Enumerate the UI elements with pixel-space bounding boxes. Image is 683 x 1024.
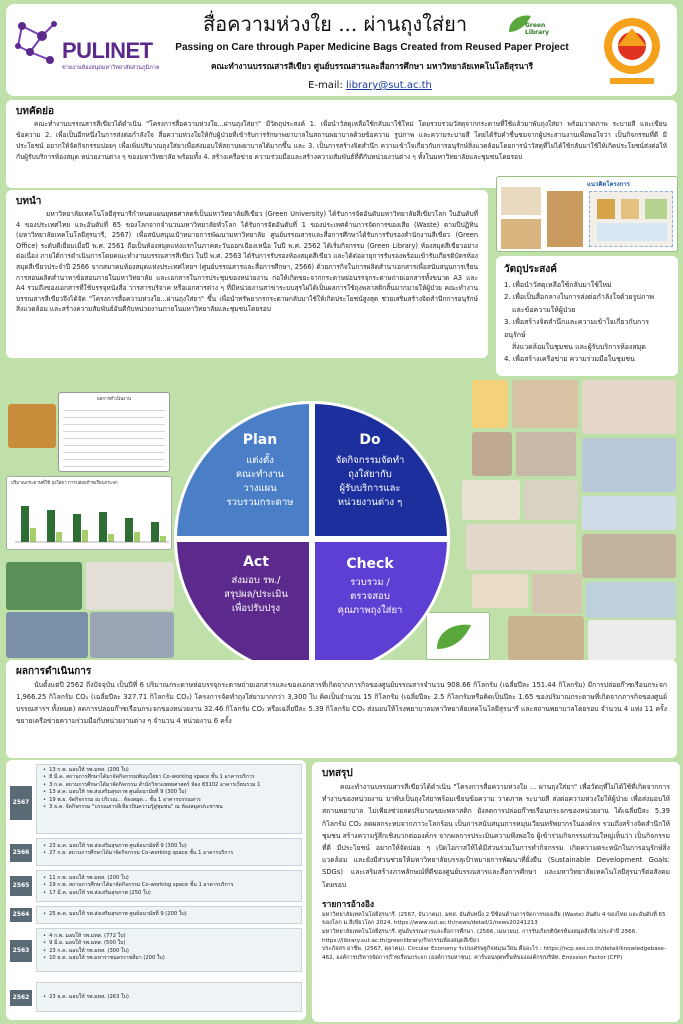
timeline-year: 2562: [10, 990, 32, 1006]
objective-item: 1. เพื่อนำวัสดุเหลือใช้กลับมาใช้ใหม่: [504, 281, 612, 289]
pdca-check-line: ตรวจสอบ: [350, 591, 390, 602]
sut-emblem-icon: [596, 12, 668, 92]
email-label: E-mail:: [308, 80, 343, 91]
timeline-item: • 3 ก.ค. สถานการศึกษาได้มาจัดกิจกรรม สำนักวิชาแพทยศาสตร์ ห้อง 83102 อาคารเรียนรวม 1: [37, 782, 301, 789]
timeline-item: • 11 ก.พ. มอบให้ รพ.มทส. (200 ใบ): [37, 875, 301, 882]
activity-photo: [588, 620, 676, 660]
activity-photo: [532, 574, 582, 614]
pdca-check-line: คุณภาพถุงใส่ยา: [337, 605, 403, 616]
timeline-entry: [36, 764, 302, 834]
pdca-plan-line: คณะทำงาน: [235, 469, 285, 480]
activity-photo: [508, 616, 584, 660]
activity-photo: [466, 524, 576, 570]
pdca-act-line: เพื่อปรับปรุง: [231, 603, 281, 614]
activity-photo: [90, 612, 174, 658]
intro-text: มหาวิทยาลัยเทคโนโลยีสุรนารีกำหนดแผนยุทธศาสตร์เป็นมหาวิทยาลัยสีเขียว (Green University) ได้รับการจัดอันดับมหาวิทยาลัยสีเขียวโลก ในอันดับที่ 4 ของประเทศไทย และอันดับที่ 65 ของโลกจากจำนวนมหาวิทยาลัยทั่วโลก ได้รับการจัดอันดับที่ 1 ของประเทศด้านการจัดการของเสีย (Waste) ตามปีปฏิทิน (มหาวิทยาลัยเทคโนโลยีสุรนารี, 2567) เพื่อสนับสนุนเป้าหมายการพัฒนามหาวิทยาลัย ศูนย์บรรณสารและสื่อการศึกษาได้รับการรับรองสำนักงานสีเขียว (Green Office) ระดับดีเยี่ยมเมื่อปี พ.ศ. 2561 ถือเป็นห้องสมุดแห่งแรกในภาคตะวันออกเฉียงเหนือ ในปี พ.ศ. 2562 ได้เริ่มกิจกรรม (Green Library) ห้องสมุดสีเขียวอย่างต่อเนื่อง ภายใต้การดำเนินการโดยคณะทำงานบรรณสารสีเขียว ในปี พ.ศ. 2563 ได้รับการรับรองห้องสมุดสีเขียว และได้ต่ออายุการรับรองพร้อมเข้ารับเกียรติบัตรห้องสมุดสีเขียวประจำปี 2566 จากสมาคมห้องสมุดแห่งประเทศไทยฯ (ศูนย์บรรณสารและสื่อการศึกษา, 2566) ด้วยภารกิจในการผลิตสำนาเอกสารเพื่อสนับสนุนการเรียนการสอนผลิตสำนาหาข้อสอบภายในมหาวิทยาลัย และเอกสารในการประชุมของหน่วยงาน ก่อให้เกิดขยะจากกระดาษย่อนรรจุกระดาษถ่ายเอกสารทั้งขนาด A3 และ A4 รวมถึงของเอกสารที่ใช้บรรจุหนังสือ วารสารบริจาค หรือเอกสารต่าง ๆ ที่มีหน่วยงานสาขาระบบสุรไผ่ได้เป็นผลการใช้ถุงพลาสติกสิ้นมากมายให้ผู้ป่วย คณะทำงานบรรณสารสีเขียวจึงได้จัด "โครงการสื่อความห่วงใย...ผ่านถุงใส่ยา" ขึ้น เพื่อนำทรัพยากรกระดาษกลับมาใช้ให้เกิดประโยชน์สูงสุด ช่วยเสริมสร้างจิตสำนึกการอนุรักษ์สิ่งแวดล้อม และสร้างความสัมพันธ์อันดีกับหน่วยงานภายในมหาวิทยาลัยและชุมชนโดยรอบ: [16, 210, 478, 314]
timeline-year: 2564: [10, 908, 32, 922]
timeline-entry: [36, 870, 302, 902]
pdca-act-title: Act: [243, 554, 269, 570]
timeline-item: • 23 ก.ค. มอบให้ รพ.มทส. (300 ใบ): [37, 948, 301, 955]
pulinet-logo-subtitle: ข่ายงานห้องสมุดมหาวิทยาลัยส่วนภูมิภาค: [62, 65, 160, 71]
paper-bag-photo: [8, 404, 56, 448]
activity-photo: [524, 480, 578, 520]
email-line: [230, 80, 510, 91]
intro-title: บทนำ: [16, 196, 42, 207]
timeline-item: • 4 ก.พ. มอบให้ รพ.มทส. (772 ใบ): [37, 933, 301, 940]
abstract-text: คณะทำงานบรรณสารสีเขียวได้ดำเนิน "โครงการสื่อความห่วงใย...ผ่านถุงใส่ยา" มีวัตถุประสงค์ 1. เพื่อนำวัสดุเหลือใช้กลับมาใช้ใหม่ โดยรวบรวมวัสดุจากกระดาษที่ใช้แล้วมาพับถุงใส่ยา พร้อมวาดภาพ ระบายสี และเขียนข้อความ 2. เพื่อเป็นอีกหนึ่งในการส่งต่อกำลังใจ สื่อความห่วงใยให้กับผู้ป่วยที่เข้ารับการรักษาพยาบาลในสถานพยาบาลด้วยข้อความ รูปภาพ และความระบายสี โดยได้รับคำชื่นชมจากผู้ประสานงานเพื่อพอใจว่า เป็นกิจกรรมที่ดี มีประโยชน์ อยากให้จัดกิจกรรมบ่อยๆ เพื่อเพิ่มปริมาณถุงใส่ยาเพื่อส่งมอบให้สถานพยาบาลได้มากขึ้น และ 3. เป็นการสร้างจิตสำนึก ความเข้าใจเกี่ยวกับการอนุรักษ์สิ่งแวดล้อมโดยการนำวัสดุที่ไม่ได้ใช้กลับมาใช้ให้เกิดประโยชน์ส่งต่อให้กับผู้รับบริการห้องสมุด หน่วยงานต่าง ๆ ของมหาวิทยาลัย พร้อมทั้ง 4. สร้างเครือข่าย ความร่วมมือและสร้างความสัมพันธ์ที่ดีกับหน่วยงานต่าง ๆ ทั้งในมหาวิทยาลัยและชุมชนโดยรอบ: [16, 120, 667, 161]
pdca-do-line: จัดกิจกรรมจัดทำ: [335, 455, 405, 466]
statistics-chart-image: [6, 476, 172, 550]
results-text: นับตั้งแต่ปี 2562 ถึงปัจจุบัน เป็นปีที่ 6 ปริมาณกระดาษห่อบรรจุกระดาษถ่ายเอกสารและของเอกสารที่เกิดจากภารกิจของศูนย์บรรณสารจำนวน 908.66 กิโลกรัม (เฉลี่ยปีละ 151.44 กิโลกรัม) มีการปล่อยก๊าซเรือนกระจก 1,966.25 กิโลกรัม CO₂ (เฉลี่ยปีละ 327.71 กิโลกรัม CO₂) โครงการจัดทำถุงใส่ยามากกว่า 3,300 ใบ คิดเป็นจำนวน 15 กิโลกรัม (เฉลี่ยปีละ 2.5 กิโลกรัมหรือคิดเป็นปีละ 1.65 ของปริมาณกระดาษที่เกิดจากภารกิจของศูนย์บรรณสารฯ ทั้งหมด) ลดการปล่อยก๊าซเรือนกระจกของหน่วยงาน 32.46 กิโลกรัม CO₂ หรือเฉลี่ยปีละ 5.39 กิโลกรัม CO₂ ส่งมอบให้โรงพยาบาลมหาวิทยาลัยเทคโนโลยีสุรนารี และสถานพยาบาลโดยรอบ จำนวน 4 แห่ง 11 ครั้ง ขยายเครือข่ายความร่วมมือกับหน่วยงานต่าง ๆ จำนวน 4 หน่วยงาน 6 ครั้ง: [16, 681, 667, 725]
statistics-chart-label: ปริมาณกระดาษที่ใช้ ถุงใส่ยา การปล่อยก๊าซเรือนกระจก: [11, 481, 118, 486]
pdca-plan-line: แต่งตั้ง: [246, 455, 274, 466]
timeline-item: • 23 ม.ค. มอบให้ รพ.ส่งเสริมสุขภาพ ศูนย์อนามัยที่ 9 (300 ใบ): [37, 843, 301, 850]
timeline-item: • 9 มี.ย. มอบให้ รพ.มทส. (500 ใบ): [37, 940, 301, 947]
objective-item: 4. เพื่อสร้างเครือข่าย ความร่วมมือในชุมชน: [504, 355, 635, 364]
activity-photo: [512, 380, 578, 428]
timeline-entry: [36, 906, 302, 924]
pdca-plan-title: Plan: [242, 432, 278, 448]
green-library-logo-text: Green Library: [525, 22, 550, 36]
activity-photo: [6, 562, 82, 610]
activity-photo: [582, 380, 676, 434]
timeline-entry: [36, 982, 302, 1012]
reference-item: ประภัสสร อาชีพ. (2567, ตุลาคม). Circular Economy ระบบเศรษฐกิจหมุนเวียน คืออะไร : https://ncp.seo.co.th/detail/knowledgebase-462, องค์การบริหารจัดการก๊าซเรือนกระจก (องค์การมหาชน). คาร์บอนฟุตพริ้นท์ขององค์กร/บริษัท. Emission Factor (CFP): [322, 946, 667, 961]
pdca-cycle: [172, 398, 452, 680]
timeline-section: [6, 760, 306, 1020]
objective-item: สิ่งแวดล้อมในชุมชน และผู้รับบริการห้องสมุด: [512, 343, 646, 352]
objectives-title: วัตถุประสงค์: [504, 264, 557, 275]
objective-item: 2. เพื่อเป็นสื่อกลางในการส่งต่อกำลังใจด้วยรูปภาพ: [504, 293, 654, 302]
concept-diagram-photo: [496, 176, 678, 252]
results-table-image: [58, 392, 170, 472]
network-icon: [12, 16, 60, 72]
reference-item: มหาวิทยาลัยเทคโนโลยีสุรนารี. (2567, ธันวาคม). มทส. อันดับหนึ่ง 2 ปีซ้อนด้านการจัดการของเสีย (Waste) อันดับ 4 ของไทย และอันดับที่ 65 ของโลก ม.สีเขียวโลก 2024. https://www.sut.ac.th/news/detail/1/news20241213: [322, 911, 666, 927]
timeline-entry: [36, 838, 302, 866]
pdca-do-line: ถุงใส่ยากับ: [348, 469, 392, 480]
timeline-year: 2567: [10, 786, 32, 820]
results-section: [6, 660, 677, 758]
mini-bar-chart: [7, 488, 172, 548]
pdca-act-line: ส่งมอบ รพ./: [231, 575, 281, 586]
timeline-item: • 13 ส.ค. มอบให้ รพ.ส่งเสริมสุขภาพ ศูนย์อนามัยที่ 9 (300 ใบ): [37, 789, 301, 796]
timeline-year: 2566: [10, 844, 32, 862]
pdca-plan-line: รวบรวมกระดาษ: [226, 497, 294, 508]
timeline-item: • 10 ธ.ค. มอบให้ รพ.มหาราชนครราชสีมา (200 ใบ): [37, 955, 301, 962]
timeline-year: 2563: [10, 940, 32, 962]
timeline-item: • 27 ก.ย. สถานการศึกษาได้มาจัดกิจกรรม Co-working space ชั้น 1 อาคารบริการ: [37, 850, 301, 857]
conclusion-text: คณะทำงานบรรณสารสีเขียวได้ดำเนิน "โครงการสื่อความห่วงใย ... ผ่านถุงใส่ยา" เพื่อวัตถุที่ไม่ได้ใช้ที่เกิดจากการทำงานของหน่วยงาน มาพับเป็นถุงใส่ยาพร้อมเขียนข้อความ วาดภาพ ระบายสี ส่งต่อความห่วงใยให้ผู้ป่วย เพื่อส่งมอบให้สถานพยาบาล ไม่เพียงช่วยลดปริมาณขยะพลาสติก ยังลดการปล่อยก๊าซเรือนกระจกของหน่วยงาน ได้เฉลี่ยปีละ 5.39 กิโลกรัม CO₂ ลดผลกระทบจากภาวะโลกร้อน เป็นการสนับสนุนการหมุนเวียนทรัพยากรในองค์กร รวมถึงสร้างจิตสำนึกให้ชุมชน สร้างความรู้สึกเชิงบวกต่อองค์กร จากผลการประเมินความพึงพอใจ ผู้เข้าร่วมกิจกรรมส่วนใหญ่เห็นว่า เป็นกิจกรรมที่ดี มีประโยชน์ อยากให้จัดบ่อย ๆ เปิดโอกาสให้ได้มีส่วนร่วมในการทำกิจกรรม เกิดความตระหนักในการอนุรักษ์สิ่งแวดล้อม และยังมีส่วนช่วยให้มหาวิทยาลัยบรรลุเป้าหมายการพัฒนาที่ยั่งยืน (Sustainable Development Goals: SDGs) และเสริมสร้างภาพลักษณ์ที่ดีของศูนย์บรรณสารและสื่อการศึกษา และมหาวิทยาลัยเทคโนโลยีสุรนารีต่อสังคมโดยรอบ: [322, 783, 670, 889]
results-table-label: ผลการดำเนินงาน: [96, 397, 131, 402]
pdca-act: [206, 554, 306, 616]
pdca-check-line: รวบรวม /: [350, 577, 390, 588]
activity-photo: [582, 438, 676, 492]
activity-photo: [472, 380, 508, 428]
pdca-plan: [212, 432, 308, 510]
abstract-title: บทคัดย่อ: [16, 106, 54, 117]
pdca-plan-line: วางแผน: [243, 483, 277, 494]
timeline-item: • 13 ก.พ. มอบให้ รพ.มทส. (200 ใบ): [37, 767, 301, 774]
green-library-logo: [505, 12, 557, 36]
department-line: คณะทำงานบรรณสารสีเขียว ศูนย์บรรณสารและสื่อการศึกษา มหาวิทยาลัยเทคโนโลยีสุรนารี: [210, 61, 534, 71]
activity-photo: [6, 612, 88, 658]
activity-photo: [586, 582, 676, 618]
timeline-item: • 3 ธ.ค. จัดกิจกรรม "บรรณสารสีเขียวปันความรู้สู่ชุมชน" ณ ห้องสมุดประชาชน: [37, 804, 301, 811]
intro-section: [6, 190, 488, 358]
references-title: รายการอ้างอิง: [322, 899, 375, 910]
pulinet-logo-text: PULINET: [62, 38, 153, 63]
timeline-entry: [36, 928, 302, 972]
activity-photo: [472, 574, 528, 608]
timeline-item: • 17 มี.ค. มอบให้ รพ.ส่งเสริมสุขภาพ (250 ใบ): [37, 890, 301, 897]
pdca-do-line: ผู้รับบริการและ: [339, 483, 401, 494]
objectives-list: [504, 279, 670, 366]
activity-photo: [516, 432, 576, 476]
pdca-do-title: Do: [359, 432, 381, 448]
conclusion-section: [312, 762, 680, 1022]
activity-photo: [472, 432, 512, 476]
concept-diagram-label: แนวคิดโครงการ: [587, 181, 630, 188]
pdca-act-line: สรุปผล/ประเมิน: [224, 589, 288, 600]
timeline-item: • 25 ต.ค. มอบให้ รพ.ส่งเสริมสุขภาพ ศูนย์อนามัยที่ 9 (200 ใบ): [37, 911, 301, 918]
email-link[interactable]: library@sut.ac.th: [346, 80, 432, 91]
timeline-item: • 19 ก.พ. สถานการศึกษาได้มาจัดกิจกรรม Co-working space ชั้น 1 อาคารบริการ: [37, 882, 301, 889]
pdca-check: [320, 556, 420, 618]
objectives-section: [496, 256, 678, 376]
pdca-check-title: Check: [346, 556, 394, 572]
results-title: ผลการดำเนินการ: [16, 666, 92, 677]
timeline-item: • 8 มี.ค. สถานการศึกษาได้มาจัดกิจกรรมพับถุงใส่ยา Co-working space ชั้น 1 อาคารบริการ: [37, 774, 301, 781]
conclusion-title: บทสรุป: [322, 768, 353, 779]
abstract-section: [6, 100, 677, 188]
objective-item: 3. เพื่อสร้างจิตสำนึกและความเข้าใจเกี่ยวกับการอนุรักษ์: [504, 318, 649, 339]
timeline-item: • 19 พ.ย. จัดกิจกรรม ณ บริเวณ... ห้องสมุด... ชั้น 1 อาคารบรรณสาร: [37, 797, 301, 804]
reference-item: มหาวิทยาลัยเทคโนโลยีสุรนารี. ศูนย์บรรณสารและสื่อการศึกษา. (2566, เมษายน). การรับเกียรติบัตรห้องสมุดสีเขียวประจำปี 2566. https://library.sut.ac.th/greenlibrary/กิจกรรมห้องสมุดสีเขียว: [322, 929, 638, 944]
page-title-english: Passing on Care through Paper Medicine Bags Created from Reused Paper Project: [175, 42, 569, 53]
timeline-item: • 23 ธ.ค. มอบให้ รพ.มทส. (263 ใบ): [37, 994, 301, 1001]
sut-emblem: [596, 12, 668, 92]
activity-photo: [462, 480, 520, 520]
pdca-do-line: หน่วยงานต่าง ๆ: [337, 497, 403, 508]
activity-photo: [582, 534, 676, 578]
timeline-year: 2565: [10, 876, 32, 896]
objective-item: และข้อความให้ผู้ป่วย: [512, 305, 576, 314]
page-title: สื่อความห่วงใย ... ผ่านถุงใส่ยา: [202, 12, 468, 36]
activity-photo: [582, 496, 676, 530]
activity-photo: [86, 562, 174, 610]
pulinet-logo: [12, 16, 162, 86]
pdca-do: [320, 432, 420, 510]
